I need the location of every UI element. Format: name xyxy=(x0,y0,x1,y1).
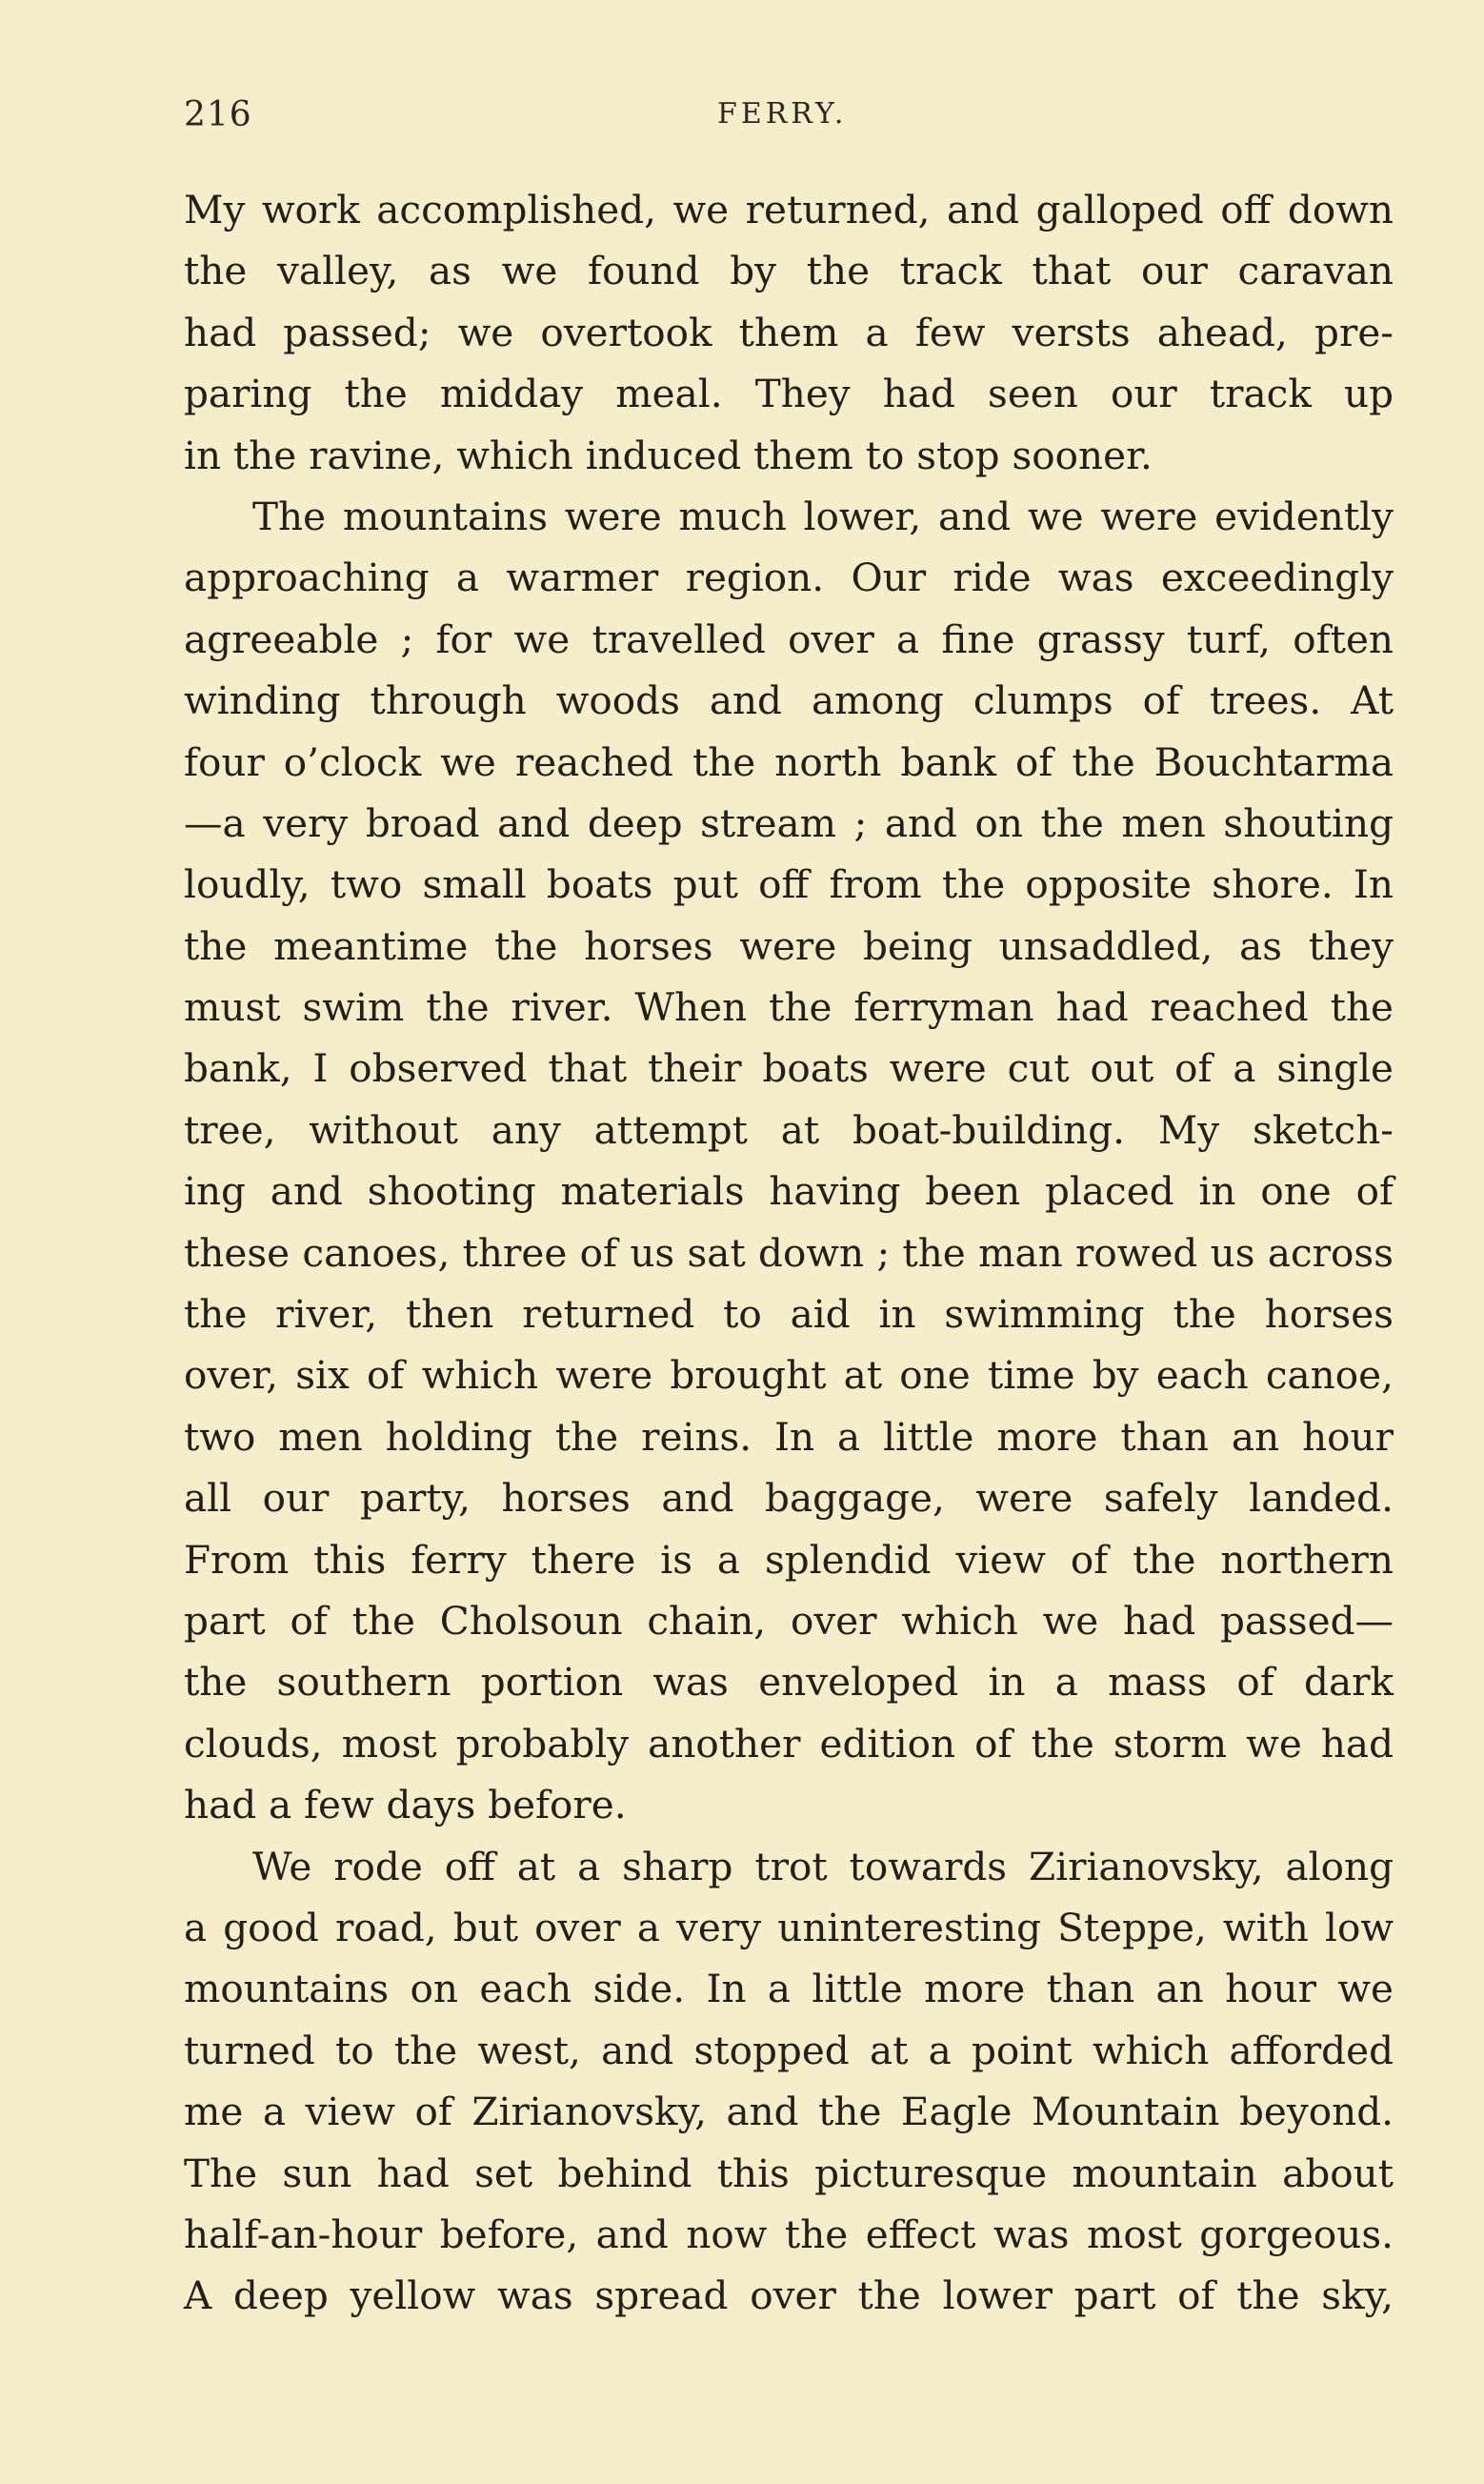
text-line: paring the midday meal. They had seen our track up xyxy=(184,371,1394,417)
text-line: all our party, horses and baggage, were safely landed. xyxy=(184,1475,1394,1522)
paragraph xyxy=(184,486,1394,1836)
text-line: half-an-hour before, and now the effect was most gorgeous. xyxy=(184,2211,1394,2257)
text-line: From this ferry there is a splendid view of the northern xyxy=(184,1536,1394,1583)
text-line: We rode off at a sharp trot towards Zirianovsky, along xyxy=(252,1843,1394,1889)
text-line: approaching a warmer region. Our ride was exceedingly xyxy=(184,555,1394,601)
text-line: —a very broad and deep stream ; and on the men shouting xyxy=(184,799,1394,846)
running-head: FERRY. xyxy=(717,97,848,131)
text-line: winding through woods and among clumps of trees. At xyxy=(184,677,1394,724)
text-line: must swim the river. When the ferryman had reached the xyxy=(184,984,1394,1031)
text-line: in the ravine, which induced them to stop sooner. xyxy=(184,432,1153,478)
text-line: mountains on each side. In a little more than an hour we xyxy=(184,1966,1394,2012)
text-line: part of the Cholsoun chain, over which we had passed— xyxy=(184,1597,1394,1644)
text-line: the river, then returned to aid in swimming the horses xyxy=(184,1291,1394,1338)
text-line: over, six of which were brought at one time by each canoe, xyxy=(184,1352,1394,1399)
text-line: ing and shooting materials having been placed in one of xyxy=(184,1168,1394,1215)
body-text xyxy=(184,179,1394,2327)
page-number: 216 xyxy=(184,95,252,134)
text-line: had a few days before. xyxy=(184,1782,627,1828)
text-line: two men holding the reins. In a little more than an hour xyxy=(184,1413,1394,1460)
text-line: tree, without any attempt at boat-building. My sketch- xyxy=(184,1106,1394,1153)
paragraph xyxy=(184,1836,1394,2327)
text-line: A deep yellow was spread over the lower part of the sky, xyxy=(184,2272,1394,2319)
text-line: a good road, but over a very uninteresting Steppe, with low xyxy=(184,1904,1394,1950)
text-line: had passed; we overtook them a few versts ahead, pre- xyxy=(184,309,1394,355)
text-line: loudly, two small boats put off from the opposite shore. In xyxy=(184,861,1394,908)
text-line: The sun had set behind this picturesque mountain about xyxy=(184,2150,1394,2196)
paragraph xyxy=(184,179,1394,486)
text-line: bank, I observed that their boats were cut out of a single xyxy=(184,1045,1394,1092)
text-line: clouds, most probably another edition of the storm we had xyxy=(184,1720,1394,1767)
text-line: me a view of Zirianovsky, and the Eagle Mountain beyond. xyxy=(184,2089,1394,2135)
page-header xyxy=(184,95,1394,143)
text-line: the southern portion was enveloped in a mass of dark xyxy=(184,1659,1394,1706)
text-line: My work accomplished, we returned, and galloped off down xyxy=(184,187,1394,232)
text-line: turned to the west, and stopped at a point which afforded xyxy=(184,2027,1394,2073)
text-line: these canoes, three of us sat down ; the man rowed us across xyxy=(184,1229,1394,1276)
text-line: four o’clock we reached the north bank of the Bouchtarma xyxy=(184,738,1394,785)
text-line: The mountains were much lower, and we were evidently xyxy=(252,493,1394,539)
text-line: agreeable ; for we travelled over a fine grassy turf, often xyxy=(184,616,1394,662)
text-line: the meantime the horses were being unsaddled, as they xyxy=(184,922,1394,969)
text-line: the valley, as we found by the track that our caravan xyxy=(184,248,1394,294)
